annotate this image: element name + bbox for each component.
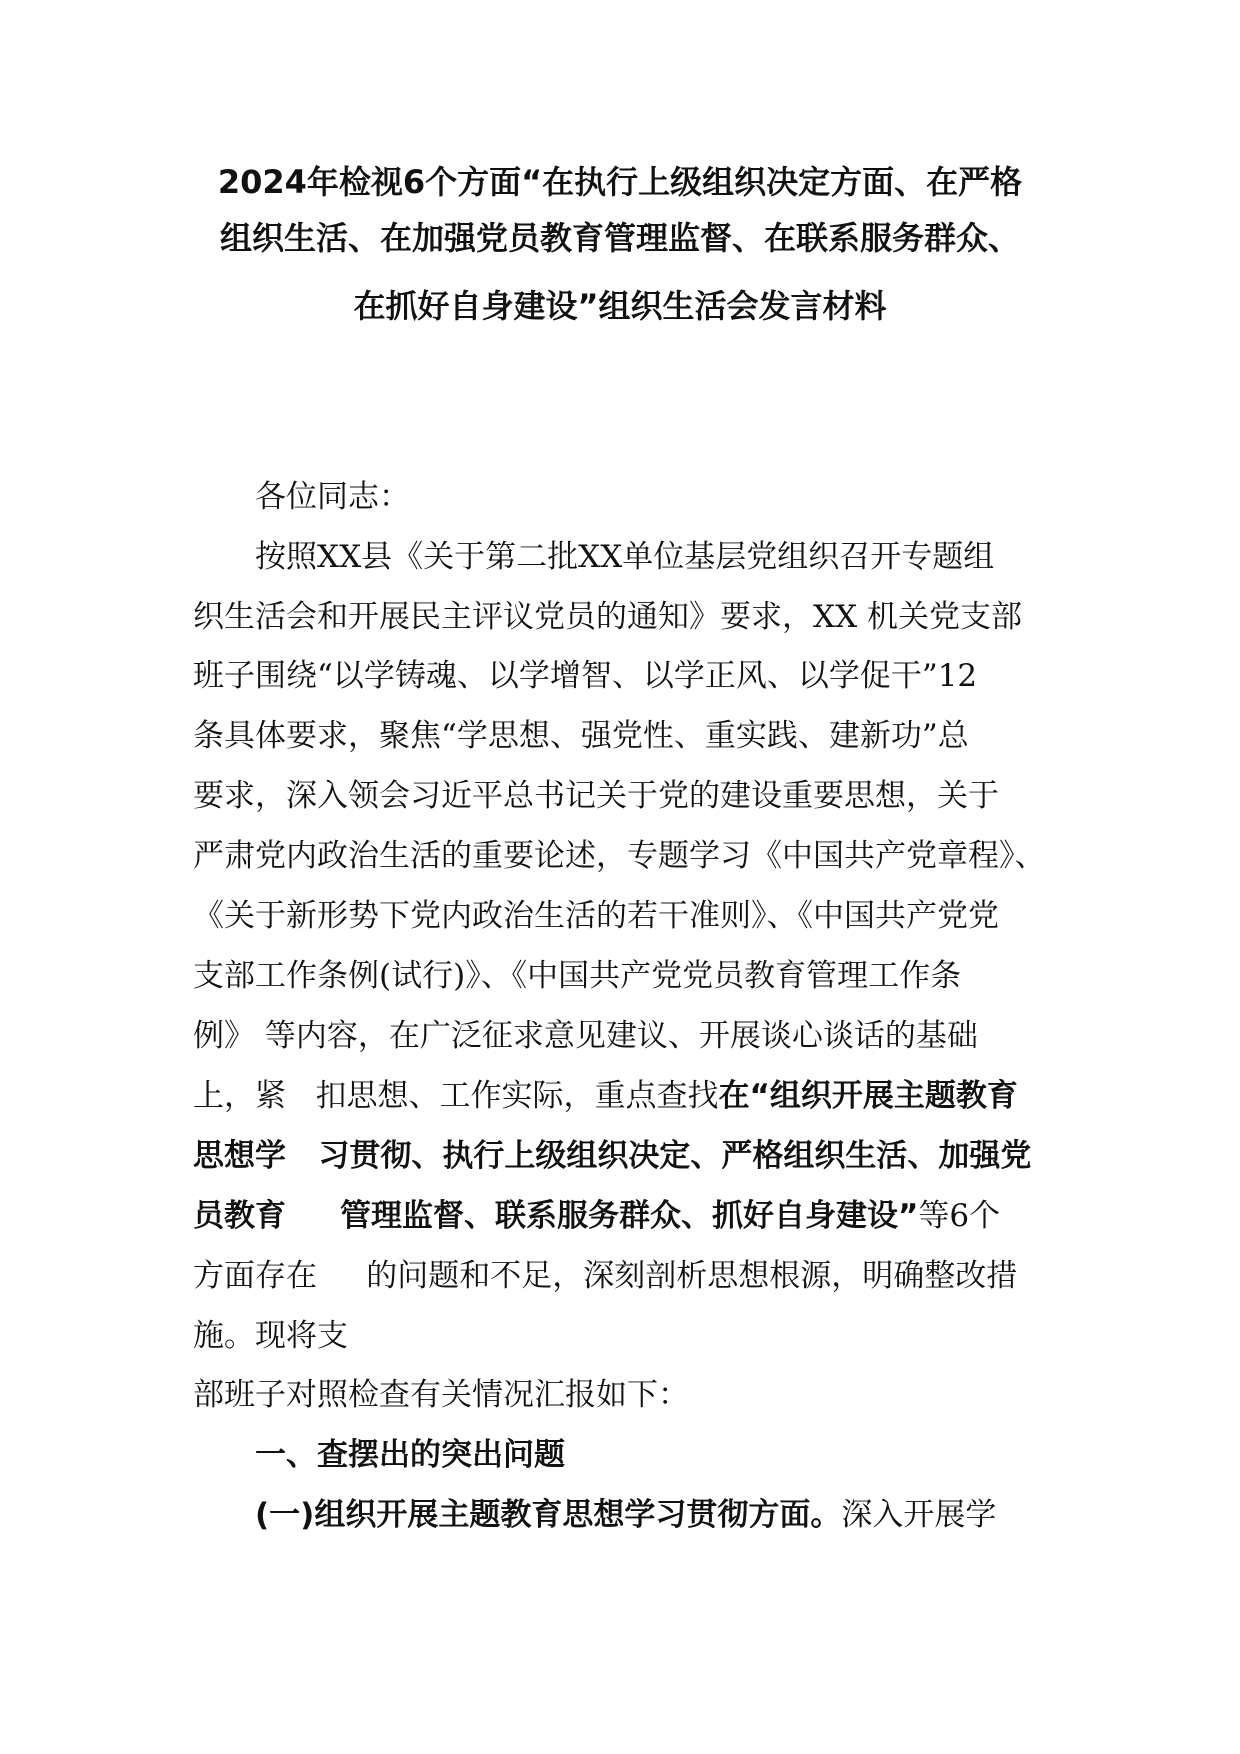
- body-line: 支部工作条例(试行)》、《中国共产党党员教育管理工作条: [193, 958, 962, 994]
- emphasis-text: 员教育 管理监督、联系服务群众、抓好自身建设”: [193, 1198, 919, 1234]
- salutation: 各位同志：: [255, 479, 410, 515]
- body-line: 织生活会和开展民主评议党员的通知》要求，XX 机关党支部: [193, 599, 1022, 635]
- document-title-line-1: 2024年检视6个方面“在执行上级组织决定方面、在严格: [217, 163, 1023, 201]
- document-title-line-3: 在抓好自身建设”组织生活会发言材料: [353, 287, 887, 325]
- document-title-line-2: 组织生活、在加强党员教育管理监督、在联系服务群众、: [219, 219, 1020, 257]
- body-line: 《关于新形势下党内政治生活的若干准则》、《中国共产党党: [193, 898, 999, 934]
- body-line: 方面存在 的问题和不足，深刻剖析思想根源，明确整改措: [193, 1258, 1018, 1294]
- body-line: 例》 等内容，在广泛征求意见建议、开展谈心谈话的基础: [193, 1018, 978, 1054]
- emphasis-text: 在“组织开展主题教育: [718, 1078, 1018, 1114]
- subsection-line: [255, 1495, 996, 1535]
- body-line: [193, 1196, 1000, 1236]
- subsection-heading: (一)组织开展主题教育思想学习贯彻方面。: [255, 1497, 842, 1533]
- subsection-text: 深入开展学: [841, 1497, 997, 1533]
- body-text: 等6个: [918, 1198, 1001, 1234]
- emphasis-line: 思想学 习贯彻、执行上级组织决定、严格组织生活、加强党: [193, 1138, 1032, 1174]
- body-line: 要求，深入领会习近平总书记关于党的建设重要思想，关于: [193, 778, 999, 814]
- body-line: 班子围绕“以学铸魂、以学增智、以学正风、以学促干”12: [193, 658, 978, 694]
- section-heading: 一、查摆出的突出问题: [255, 1437, 565, 1473]
- body-line: 施。现将支: [193, 1318, 348, 1354]
- body-line: 严肃党内政治生活的重要论述，专题学习《中国共产党章程》、: [193, 838, 1046, 874]
- body-line: 部班子对照检查有关情况汇报如下：: [193, 1377, 689, 1413]
- body-line: 条具体要求，聚焦“学思想、强党性、重实践、建新功”总: [193, 718, 969, 754]
- body-line: [193, 1076, 1018, 1116]
- body-text: 上，紧 扣思想、工作实际，重点查找: [193, 1078, 719, 1114]
- body-line: 按照XX县《关于第二批XX单位基层党组织召开专题组: [255, 539, 995, 575]
